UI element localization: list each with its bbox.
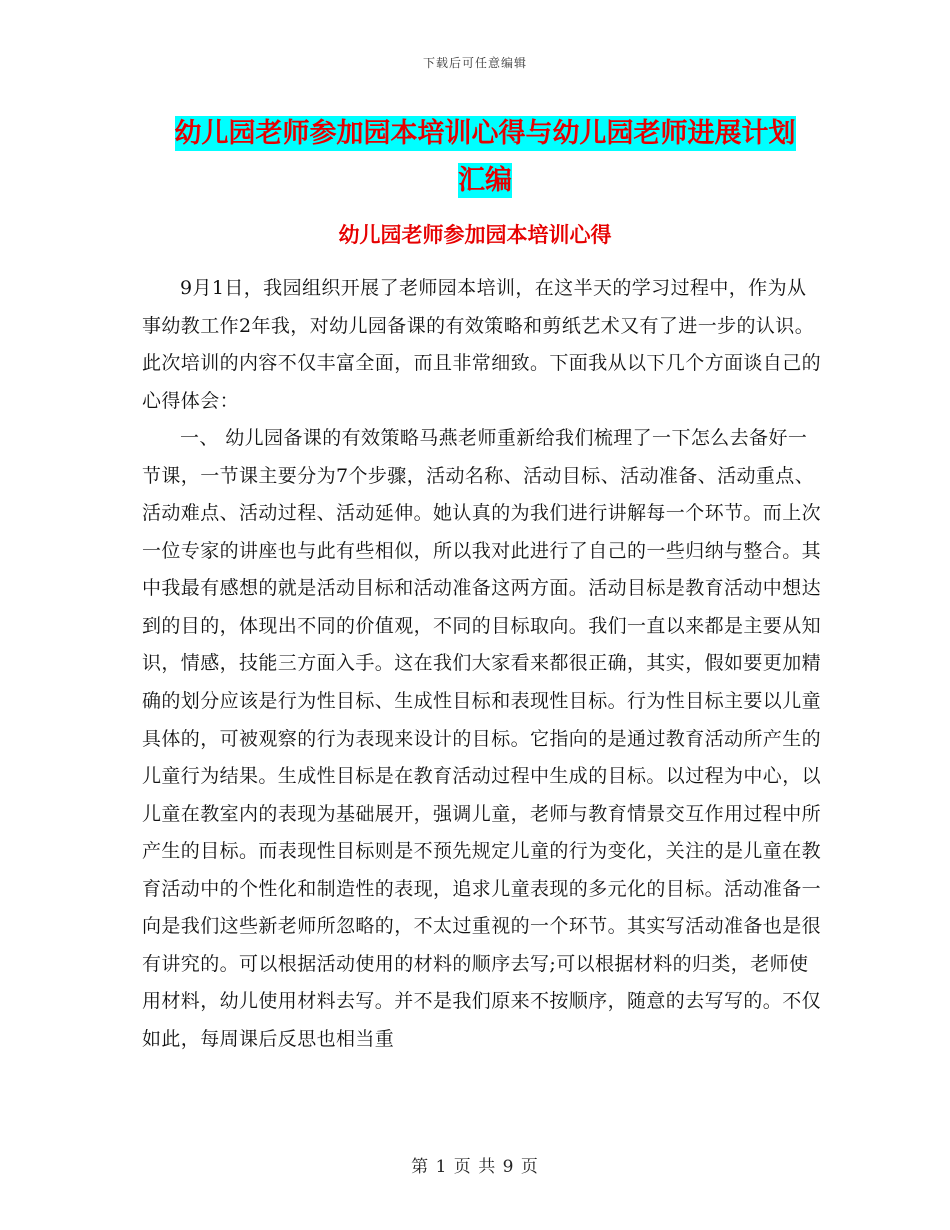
page-header-note: 下载后可任意编辑	[422, 56, 527, 70]
document-body	[142, 270, 822, 1058]
paragraph-section-1: 一、 幼儿园备课的有效策略马燕老师重新给我们梳理了一下怎么去备好一节课，一节课主要分为7个步骤，活动名称、活动目标、活动准备、活动重点、活动难点、活动过程、活动延伸。她认真的为我们进行讲解每一个环节。而上次一位专家的讲座也与此有些相似，所以我对此进行了自己的一些归纳与整合。其中我最有感想的就是活动目标和活动准备这两方面。活动目标是教育活动中想达到的目的，体现出不同的价值观，不同的目标取向。我们一直以来都是主要从知识，情感，技能三方面入手。这在我们大家看来都很正确，其实，假如要更加精确的划分应该是行为性目标、生成性目标和表现性目标。行为性目标主要以儿童具体的，可被观察的行为表现来设计的目标。它指向的是通过教育活动所产生的儿童行为结果。生成性目标是在教育活动过程中生成的目标。以过程为中心，以儿童在教室内的表现为基础展开，强调儿童，老师与教育情景交互作用过程中所产生的目标。而表现性目标则是不预先规定儿童的行为变化，关注的是儿童在教育活动中的个性化和制造性的表现，追求儿童表现的多元化的目标。活动准备一向是我们这些新老师所忽略的，不太过重视的一个环节。其实写活动准备也是很有讲究的。可以根据活动使用的材料的顺序去写;可以根据材料的归类，老师使用材料，幼儿使用材料去写。并不是我们原来不按顺序，随意的去写写的。不仅如此，每周课后反思也相当重	[142, 427, 822, 1050]
page-number-footer: 第 1 页 共 9 页	[411, 1157, 539, 1177]
document-title	[140, 110, 830, 204]
document-title-line-2: 汇编	[458, 165, 512, 196]
paragraph-intro: 9月1日，我园组织开展了老师园本培训，在这半天的学习过程中，作为从事幼教工作2年我，对幼儿园备课的有效策略和剪纸艺术又有了进一步的认识。此次培训的内容不仅丰富全面，而且非常细致。下面我从以下几个方面谈自己的心得体会：	[142, 277, 822, 412]
document-title-line-1: 幼儿园老师参加园本培训心得与幼儿园老师进展计划	[174, 118, 796, 149]
section-title: 幼儿园老师参加园本培训心得	[338, 223, 612, 247]
